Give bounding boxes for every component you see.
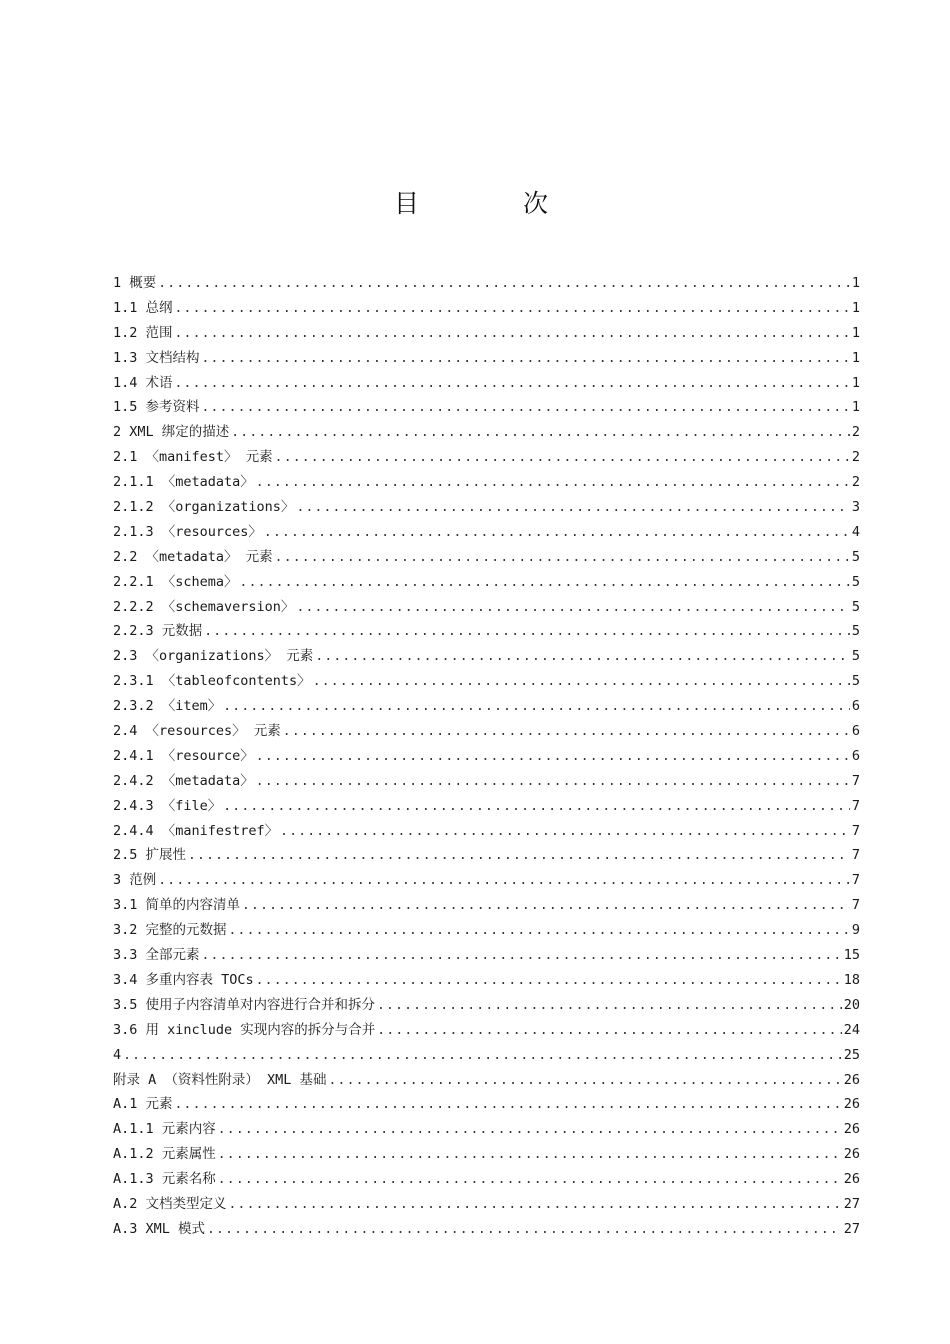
toc-entry[interactable] xyxy=(113,445,860,470)
toc-entry-label: 2.2.3 元数据 xyxy=(113,623,203,640)
toc-entry[interactable] xyxy=(113,1068,860,1093)
toc-dot-leader xyxy=(218,1168,842,1193)
toc-entry-label: 1.5 参考资料 xyxy=(113,399,200,416)
toc-entry-page-number: 7 xyxy=(851,872,860,889)
toc-entry-page-number: 9 xyxy=(851,922,860,939)
toc-entry[interactable] xyxy=(113,595,860,620)
toc-entry-page-number: 7 xyxy=(851,847,860,864)
toc-entry-page-number: 20 xyxy=(843,996,860,1013)
toc-dot-leader xyxy=(256,471,850,496)
toc-entry[interactable] xyxy=(113,296,860,321)
toc-entry[interactable] xyxy=(113,420,860,445)
toc-entry[interactable] xyxy=(113,1043,860,1068)
toc-entry-label: 3.4 多重内容表 TOCs xyxy=(113,971,254,988)
toc-entry[interactable] xyxy=(113,271,860,296)
toc-entry-page-number: 1 xyxy=(851,374,860,391)
toc-entry-page-number: 26 xyxy=(843,1171,860,1188)
toc-dot-leader xyxy=(229,919,850,944)
toc-dot-leader xyxy=(175,322,850,347)
toc-entry-label: 2.3 〈organizations〉 元素 xyxy=(113,648,314,665)
toc-entry[interactable] xyxy=(113,719,860,744)
toc-entry-page-number: 5 xyxy=(851,673,860,690)
toc-entry-label: 2.4.3 〈file〉 xyxy=(113,797,222,814)
toc-entry[interactable] xyxy=(113,843,860,868)
toc-dot-leader xyxy=(313,670,850,695)
toc-dot-leader xyxy=(256,969,842,994)
toc-entry-label: 1.2 范围 xyxy=(113,324,173,341)
toc-entry-page-number: 6 xyxy=(851,723,860,740)
toc-dot-leader xyxy=(175,1093,842,1118)
toc-entry-label: 3.1 简单的内容清单 xyxy=(113,897,241,914)
toc-dot-leader xyxy=(123,1044,842,1069)
toc-entry-label: A.1 元素 xyxy=(113,1096,173,1113)
toc-entry-page-number: 2 xyxy=(851,449,860,466)
toc-entry-page-number: 6 xyxy=(851,747,860,764)
toc-entry[interactable] xyxy=(113,893,860,918)
toc-entry[interactable] xyxy=(113,470,860,495)
toc-entry-page-number: 4 xyxy=(851,523,860,540)
toc-entry-label: 2.2.2 〈schemaversion〉 xyxy=(113,598,295,615)
toc-entry[interactable] xyxy=(113,495,860,520)
toc-entry[interactable] xyxy=(113,545,860,570)
toc-entry-page-number: 25 xyxy=(843,1046,860,1063)
toc-entry-page-number: 26 xyxy=(843,1146,860,1163)
toc-dot-leader xyxy=(264,521,850,546)
toc-entry-label: A.1.2 元素属性 xyxy=(113,1146,216,1163)
toc-entry-page-number: 7 xyxy=(851,897,860,914)
toc-entry-label: 2.4.1 〈resource〉 xyxy=(113,747,254,764)
toc-entry-label: 2.4.4 〈manifestref〉 xyxy=(113,822,279,839)
toc-entry[interactable] xyxy=(113,1092,860,1117)
toc-entry[interactable] xyxy=(113,868,860,893)
toc-entry-label: 2.1 〈manifest〉 元素 xyxy=(113,449,273,466)
table-of-contents xyxy=(113,271,860,1242)
toc-entry-page-number: 7 xyxy=(851,822,860,839)
toc-entry-label: A.2 文档类型定义 xyxy=(113,1195,227,1212)
toc-dot-leader xyxy=(315,645,850,670)
toc-entry[interactable] xyxy=(113,321,860,346)
toc-dot-leader xyxy=(207,1218,842,1243)
toc-entry-label: 3.3 全部元素 xyxy=(113,947,200,964)
toc-entry-page-number: 15 xyxy=(843,947,860,964)
toc-entry-label: 2.3.1 〈tableofcontents〉 xyxy=(113,673,311,690)
toc-entry-label: A.3 XML 模式 xyxy=(113,1220,206,1237)
toc-dot-leader xyxy=(240,571,850,596)
toc-entry-label: 2 XML 绑定的描述 xyxy=(113,424,230,441)
toc-entry-label: 1.4 术语 xyxy=(113,374,173,391)
toc-dot-leader xyxy=(223,695,850,720)
toc-entry-page-number: 24 xyxy=(843,1021,860,1038)
toc-dot-leader xyxy=(275,546,850,571)
toc-dot-leader xyxy=(275,446,850,471)
toc-dot-leader xyxy=(158,272,850,297)
toc-entry[interactable] xyxy=(113,694,860,719)
toc-entry[interactable] xyxy=(113,1217,860,1242)
toc-entry-page-number: 5 xyxy=(851,573,860,590)
toc-entry-label: 3.6 用 xinclude 实现内容的拆分与合并 xyxy=(113,1021,376,1038)
toc-entry[interactable] xyxy=(113,669,860,694)
toc-dot-leader xyxy=(218,1143,842,1168)
toc-dot-leader xyxy=(296,596,849,621)
toc-dot-leader xyxy=(231,421,850,446)
toc-entry[interactable] xyxy=(113,1167,860,1192)
toc-entry-label: A.1.1 元素内容 xyxy=(113,1121,216,1138)
toc-entry-label: 2.2 〈metadata〉 元素 xyxy=(113,548,273,565)
toc-dot-leader xyxy=(175,297,850,322)
toc-entry-page-number: 5 xyxy=(851,623,860,640)
toc-dot-leader xyxy=(175,372,850,397)
toc-entry-page-number: 18 xyxy=(843,971,860,988)
toc-entry[interactable] xyxy=(113,918,860,943)
toc-entry-label: 2.1.1 〈metadata〉 xyxy=(113,474,254,491)
toc-dot-leader xyxy=(256,770,850,795)
toc-entry[interactable] xyxy=(113,619,860,644)
toc-entry-page-number: 6 xyxy=(851,698,860,715)
toc-entry-page-number: 26 xyxy=(843,1121,860,1138)
toc-entry-page-number: 5 xyxy=(851,548,860,565)
toc-entry[interactable] xyxy=(113,570,860,595)
toc-entry-page-number: 26 xyxy=(843,1071,860,1088)
toc-dot-leader xyxy=(188,844,850,869)
toc-dot-leader xyxy=(202,396,850,421)
toc-entry-label: 3.2 完整的元数据 xyxy=(113,922,227,939)
toc-dot-leader xyxy=(202,347,850,372)
toc-entry-label: 1 概要 xyxy=(113,275,157,291)
toc-entry-page-number: 1 xyxy=(851,299,860,316)
toc-dot-leader xyxy=(204,620,850,645)
toc-entry-page-number: 1 xyxy=(851,324,860,341)
toc-entry[interactable] xyxy=(113,371,860,396)
toc-dot-leader xyxy=(329,1069,842,1094)
toc-entry[interactable] xyxy=(113,1192,860,1217)
toc-dot-leader xyxy=(296,496,849,521)
toc-entry[interactable] xyxy=(113,1117,860,1142)
toc-entry-label: 4 xyxy=(113,1046,122,1063)
toc-entry-label: 2.4.2 〈metadata〉 xyxy=(113,772,254,789)
toc-entry-page-number: 26 xyxy=(843,1096,860,1113)
toc-dot-leader xyxy=(256,745,850,770)
toc-entry[interactable] xyxy=(113,819,860,844)
toc-entry-page-number: 2 xyxy=(851,474,860,491)
page-title: 目 次 xyxy=(394,189,596,218)
toc-entry[interactable] xyxy=(113,520,860,545)
toc-entry[interactable] xyxy=(113,769,860,794)
toc-entry-label: 附录 A （资料性附录） XML 基础 xyxy=(113,1071,327,1088)
toc-entry-label: 2.1.2 〈organizations〉 xyxy=(113,499,295,516)
toc-entry-page-number: 27 xyxy=(843,1220,860,1237)
toc-entry[interactable] xyxy=(113,744,860,769)
toc-entry-label: 2.3.2 〈item〉 xyxy=(113,698,222,715)
toc-dot-leader xyxy=(202,944,842,969)
toc-entry[interactable] xyxy=(113,644,860,669)
toc-entry-label: 3.5 使用子内容清单对内容进行合并和拆分 xyxy=(113,996,376,1013)
toc-dot-leader xyxy=(283,720,850,745)
toc-entry-label: 3 范例 xyxy=(113,872,157,889)
toc-dot-leader xyxy=(229,1193,842,1218)
toc-entry[interactable] xyxy=(113,794,860,819)
toc-dot-leader xyxy=(377,994,842,1019)
toc-entry-page-number: 1 xyxy=(851,399,860,416)
toc-dot-leader xyxy=(218,1118,842,1143)
toc-entry[interactable] xyxy=(113,395,860,420)
toc-entry-label: 1.1 总纲 xyxy=(113,299,173,316)
toc-entry-label: 2.1.3 〈resources〉 xyxy=(113,523,262,540)
toc-entry[interactable] xyxy=(113,346,860,371)
toc-entry[interactable] xyxy=(113,1018,860,1043)
toc-dot-leader xyxy=(280,820,850,845)
toc-entry-page-number: 3 xyxy=(851,499,860,516)
toc-entry-page-number: 5 xyxy=(851,648,860,665)
toc-entry-page-number: 2 xyxy=(851,424,860,441)
toc-entry-page-number: 1 xyxy=(851,275,860,291)
toc-dot-leader xyxy=(242,894,850,919)
toc-entry[interactable] xyxy=(113,968,860,993)
toc-entry-page-number: 7 xyxy=(851,797,860,814)
toc-entry-label: 1.3 文档结构 xyxy=(113,349,200,366)
toc-dot-leader xyxy=(377,1019,841,1044)
toc-entry-label: 2.4 〈resources〉 元素 xyxy=(113,723,281,740)
toc-dot-leader xyxy=(158,869,850,894)
toc-entry[interactable] xyxy=(113,993,860,1018)
toc-entry-label: 2.2.1 〈schema〉 xyxy=(113,573,238,590)
toc-entry-page-number: 7 xyxy=(851,772,860,789)
toc-entry-page-number: 5 xyxy=(851,598,860,615)
toc-entry-page-number: 27 xyxy=(843,1195,860,1212)
toc-entry[interactable] xyxy=(113,1142,860,1167)
toc-dot-leader xyxy=(223,795,850,820)
toc-entry-label: 2.5 扩展性 xyxy=(113,847,187,864)
toc-entry[interactable] xyxy=(113,943,860,968)
toc-entry-label: A.1.3 元素名称 xyxy=(113,1171,216,1188)
toc-entry-page-number: 1 xyxy=(851,349,860,366)
